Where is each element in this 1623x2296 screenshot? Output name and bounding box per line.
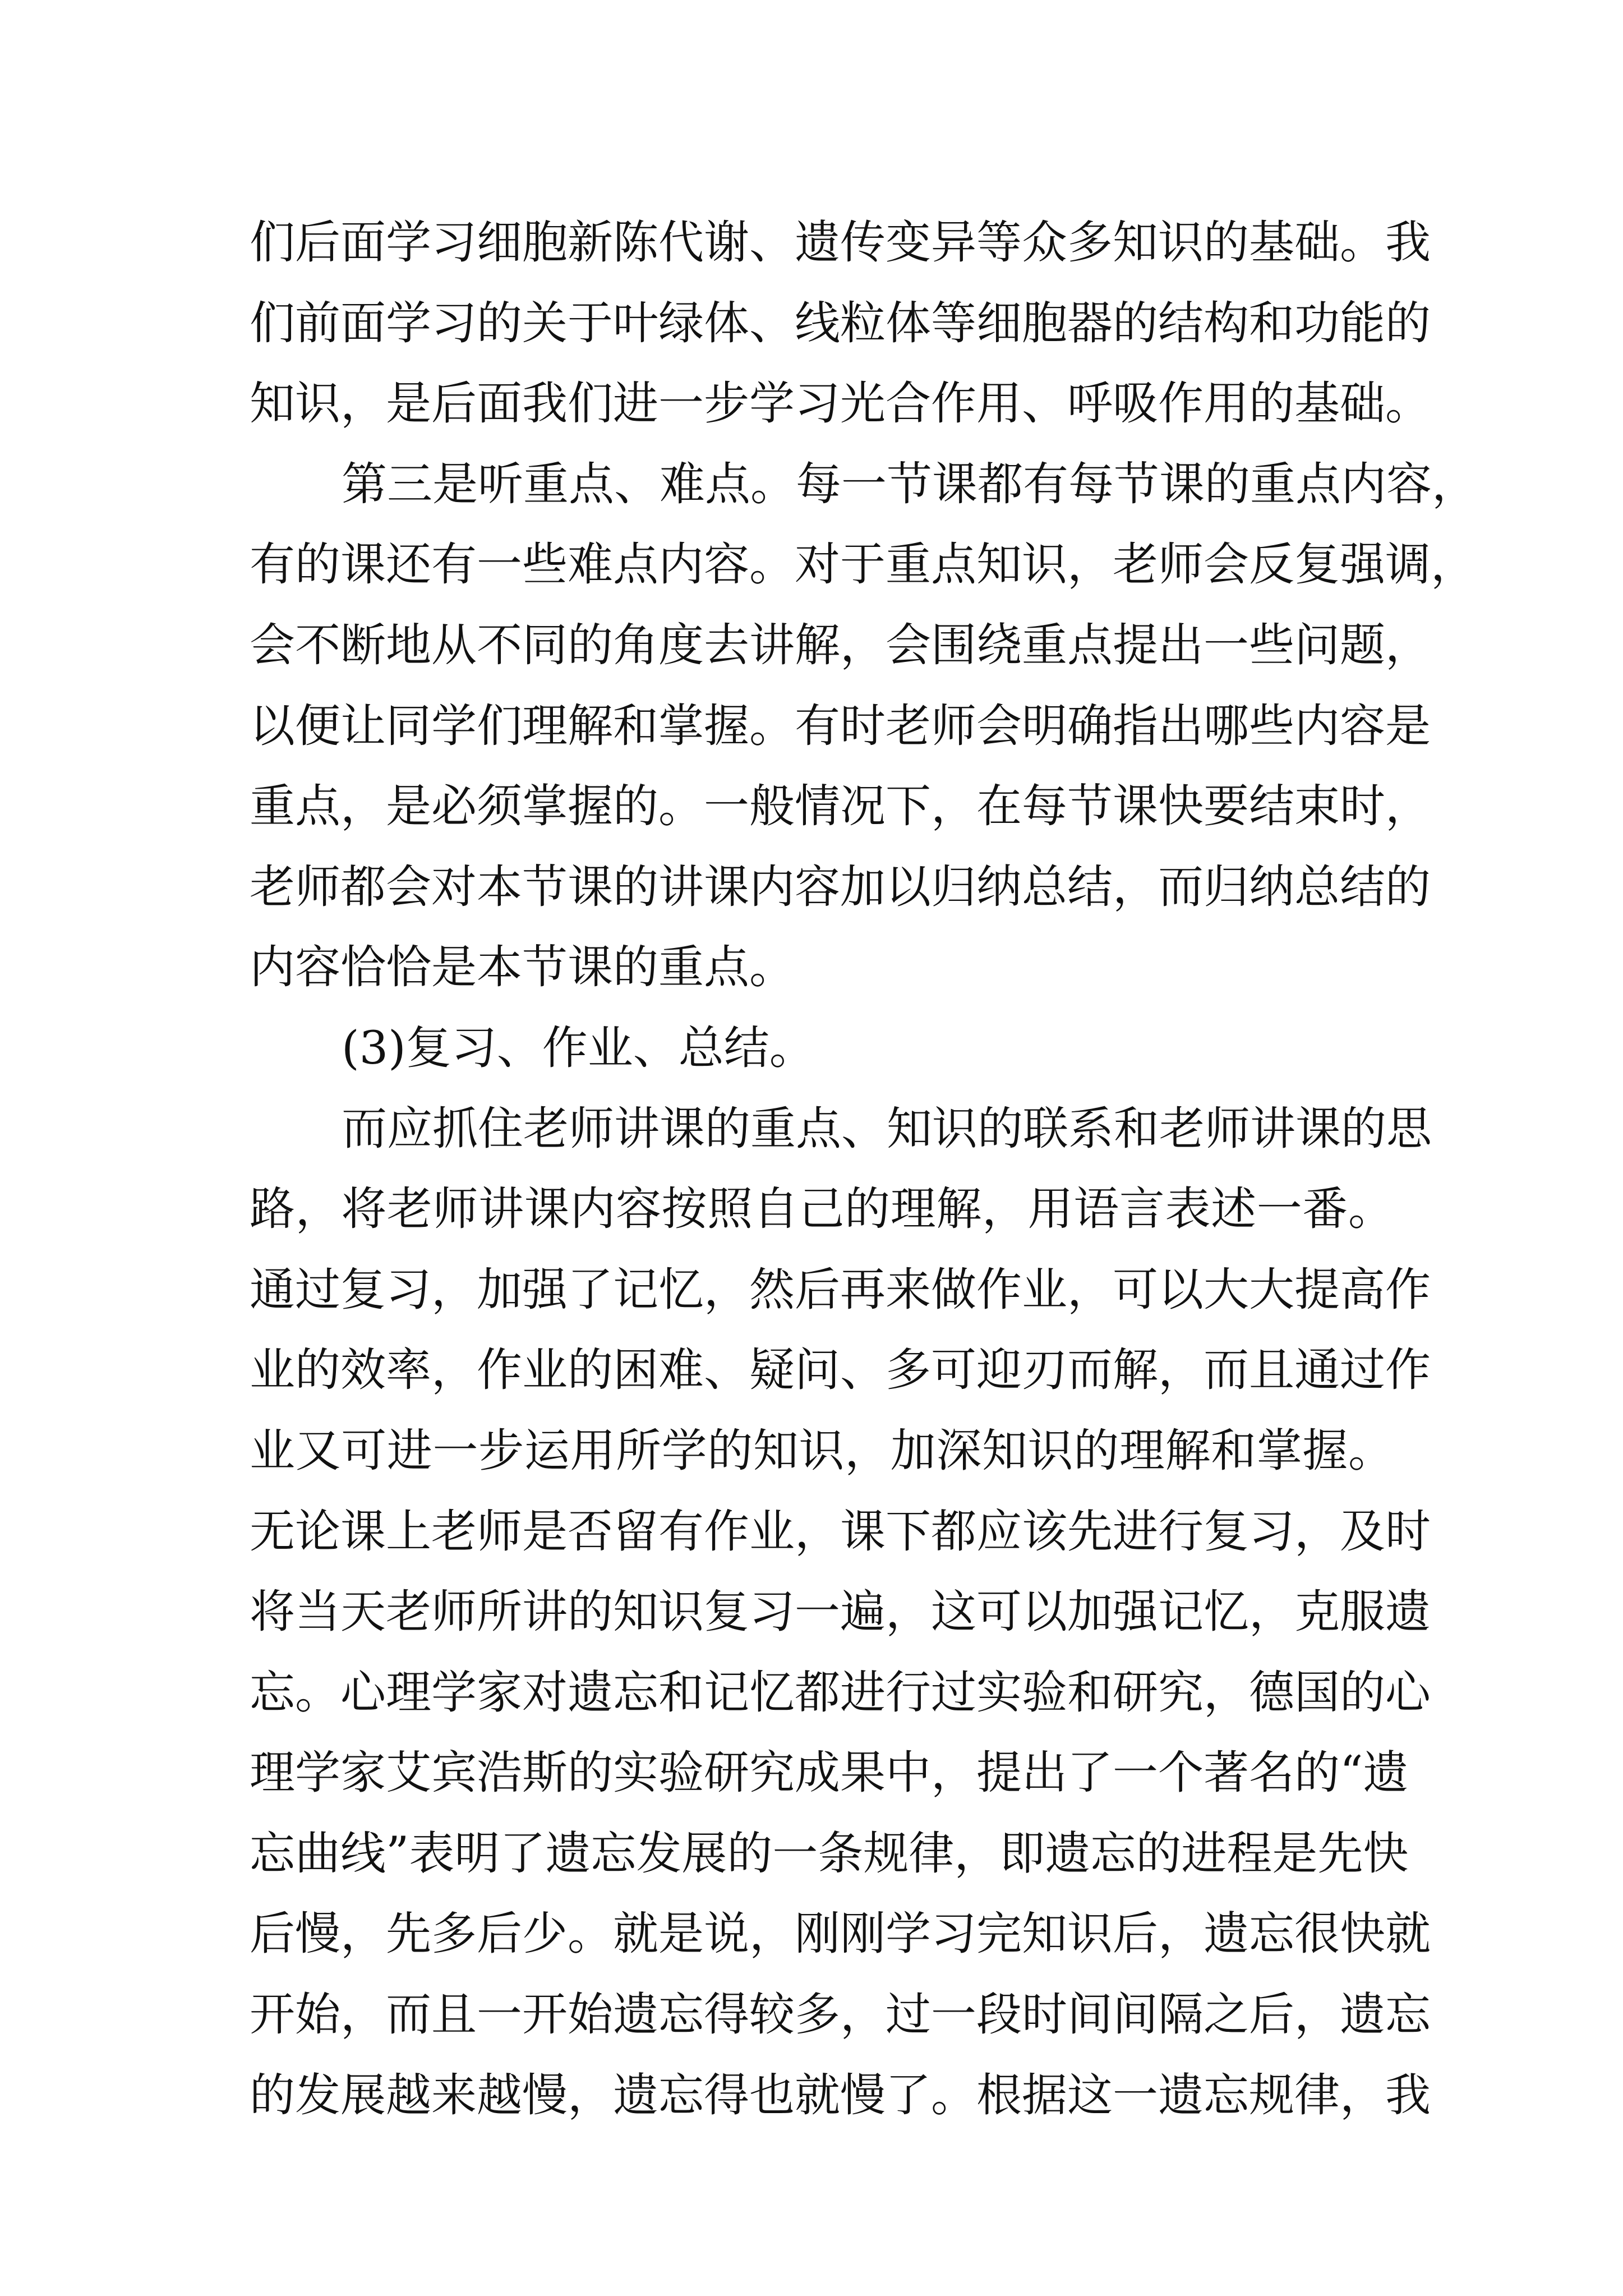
text-line: 知识，是后面我们进一步学习光合作用、呼吸作用的基础。 — [250, 378, 1431, 431]
text-line: 的发展越来越慢，遗忘得也就慢了。根据这一遗忘规律，我 — [250, 2069, 1431, 2122]
text-line: 们前面学习的关于叶绿体、线粒体等细胞器的结构和功能的 — [250, 297, 1431, 350]
body-text — [250, 203, 1478, 2136]
text-line: 重点，是必须掌握的。一般情况下，在每节课快要结束时， — [250, 780, 1431, 834]
text-line: 将当天老师所讲的知识复习一遍，这可以加强记忆，克服遗 — [250, 1586, 1431, 1639]
text-line: 老师都会对本节课的讲课内容加以归纳总结，而归纳总结的 — [250, 861, 1431, 914]
text-line: 业的效率，作业的困难、疑问、多可迎刃而解，而且通过作 — [250, 1344, 1431, 1397]
text-line: 以便让同学们理解和掌握。有时老师会明确指出哪些内容是 — [250, 700, 1431, 753]
text-line: 忘曲线”表明了遗忘发展的一条规律，即遗忘的进程是先快 — [250, 1827, 1409, 1880]
text-line: 后慢，先多后少。就是说，刚刚学习完知识后，遗忘很快就 — [250, 1908, 1431, 1961]
text-line: 开始，而且一开始遗忘得较多，过一段时间间隔之后，遗忘 — [250, 1989, 1431, 2042]
text-line: 而应抓住老师讲课的重点、知识的联系和老师讲课的思 — [342, 1102, 1432, 1156]
text-line: 路，将老师讲课内容按照自己的理解，用语言表述一番。 — [250, 1183, 1394, 1236]
text-line: 们后面学习细胞新陈代谢、遗传变异等众多知识的基础。我 — [250, 217, 1431, 269]
text-line: 第三是听重点、难点。每一节课都有每节课的重点内容， — [342, 458, 1478, 511]
text-line: 业又可进一步运用所学的知识，加深知识的理解和掌握。 — [250, 1424, 1394, 1478]
text-line: 忘。心理学家对遗忘和记忆都进行过实验和研究，德国的心 — [250, 1666, 1431, 1719]
text-line: 无论课上老师是否留有作业，课下都应该先进行复习，及时 — [250, 1505, 1431, 1558]
text-line: 理学家艾宾浩斯的实验研究成果中，提出了一个著名的“遗 — [250, 1747, 1409, 1800]
text-line: 内容恰恰是本节课的重点。 — [250, 941, 795, 995]
text-line: 通过复习，加强了记忆，然后再来做作业，可以大大提高作 — [250, 1263, 1431, 1317]
section-heading: (3)复习、作业、总结。 — [342, 1022, 815, 1075]
text-line: 会不断地从不同的角度去讲解，会围绕重点提出一些问题， — [250, 619, 1431, 672]
text-line: 有的课还有一些难点内容。对于重点知识，老师会反复强调， — [250, 539, 1477, 592]
